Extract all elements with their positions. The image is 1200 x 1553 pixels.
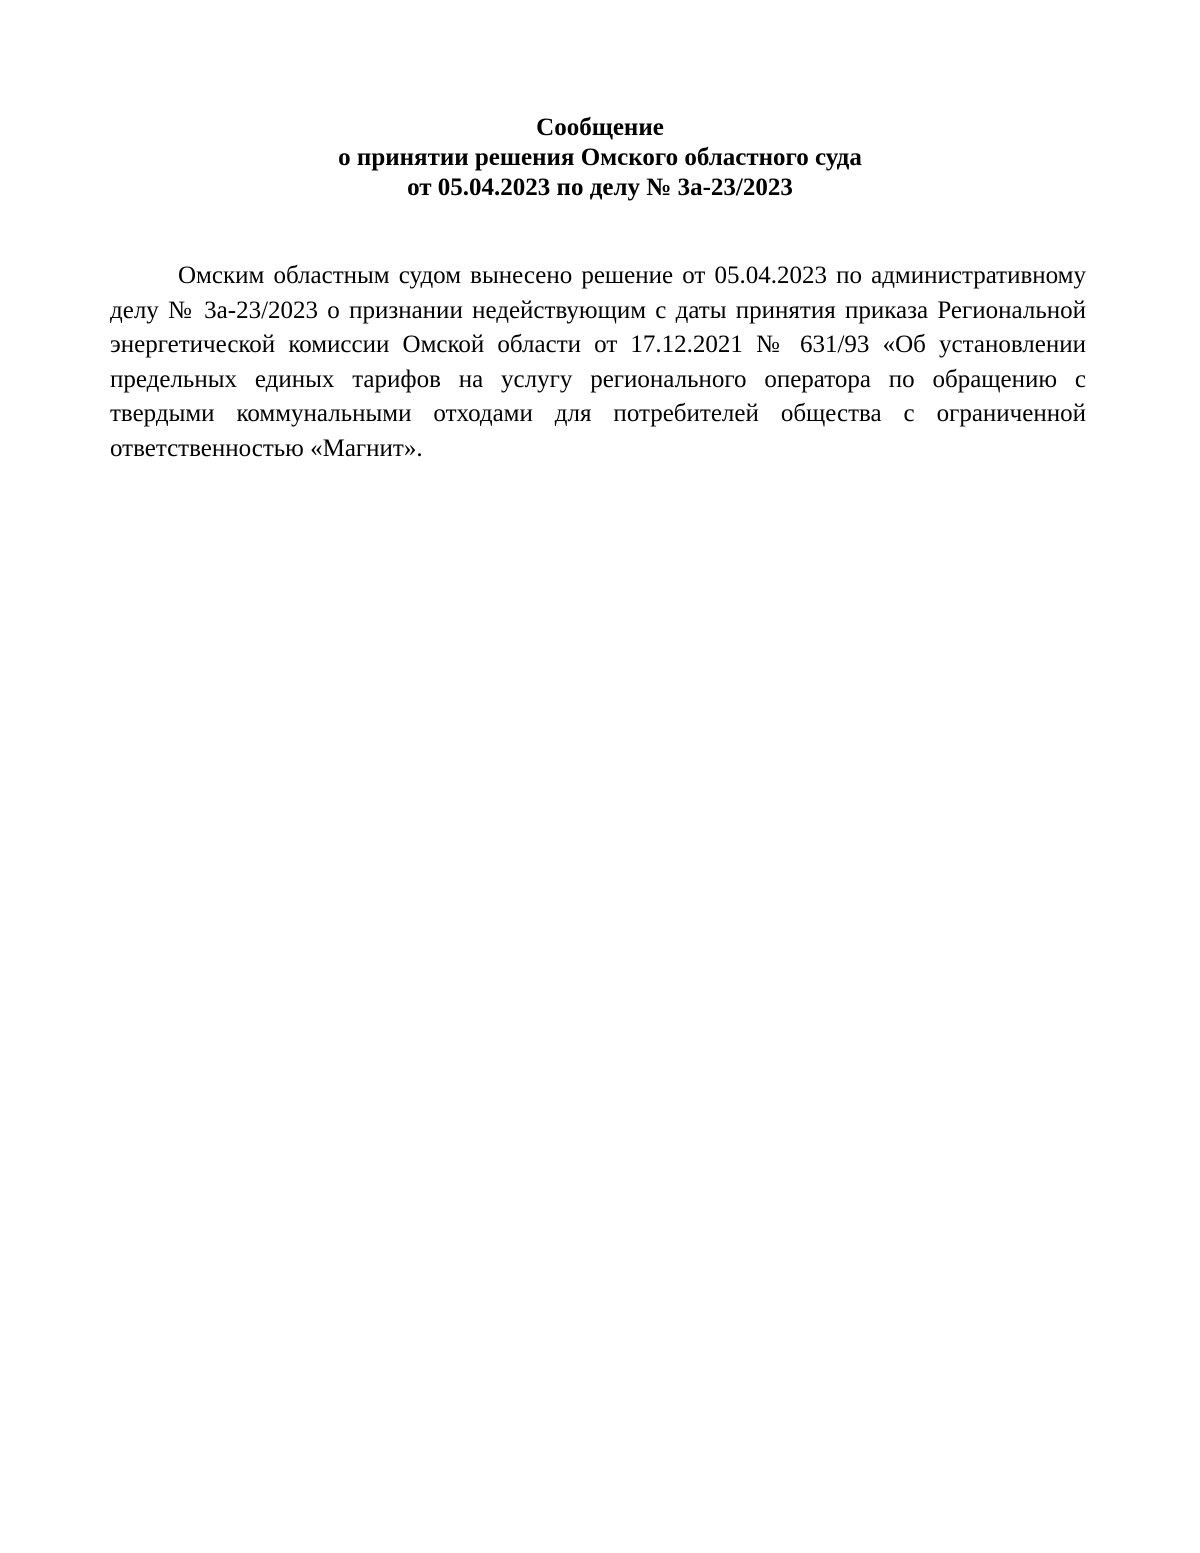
- document-body-paragraph: Омским областным судом вынесено решение от 05.04.2023 по административному делу № 3а-23/2023 о признании недействующим с даты принятия приказа Региональной энергетической комиссии Омской области от 17.12.2021 № 631/93 «Об установлении предельных единых тарифов на услугу регионального оператора по обращению с твердыми коммунальными отходами для потребителей общества с ограниченной ответственностью «Магнит».: [110, 262, 1086, 462]
- document-heading: [110, 113, 1090, 203]
- heading-case-reference: от 05.04.2023 по делу № 3а-23/2023: [407, 174, 793, 201]
- heading-subtitle: о принятии решения Омского областного суда: [338, 144, 862, 171]
- heading-title: Сообщение: [536, 114, 664, 141]
